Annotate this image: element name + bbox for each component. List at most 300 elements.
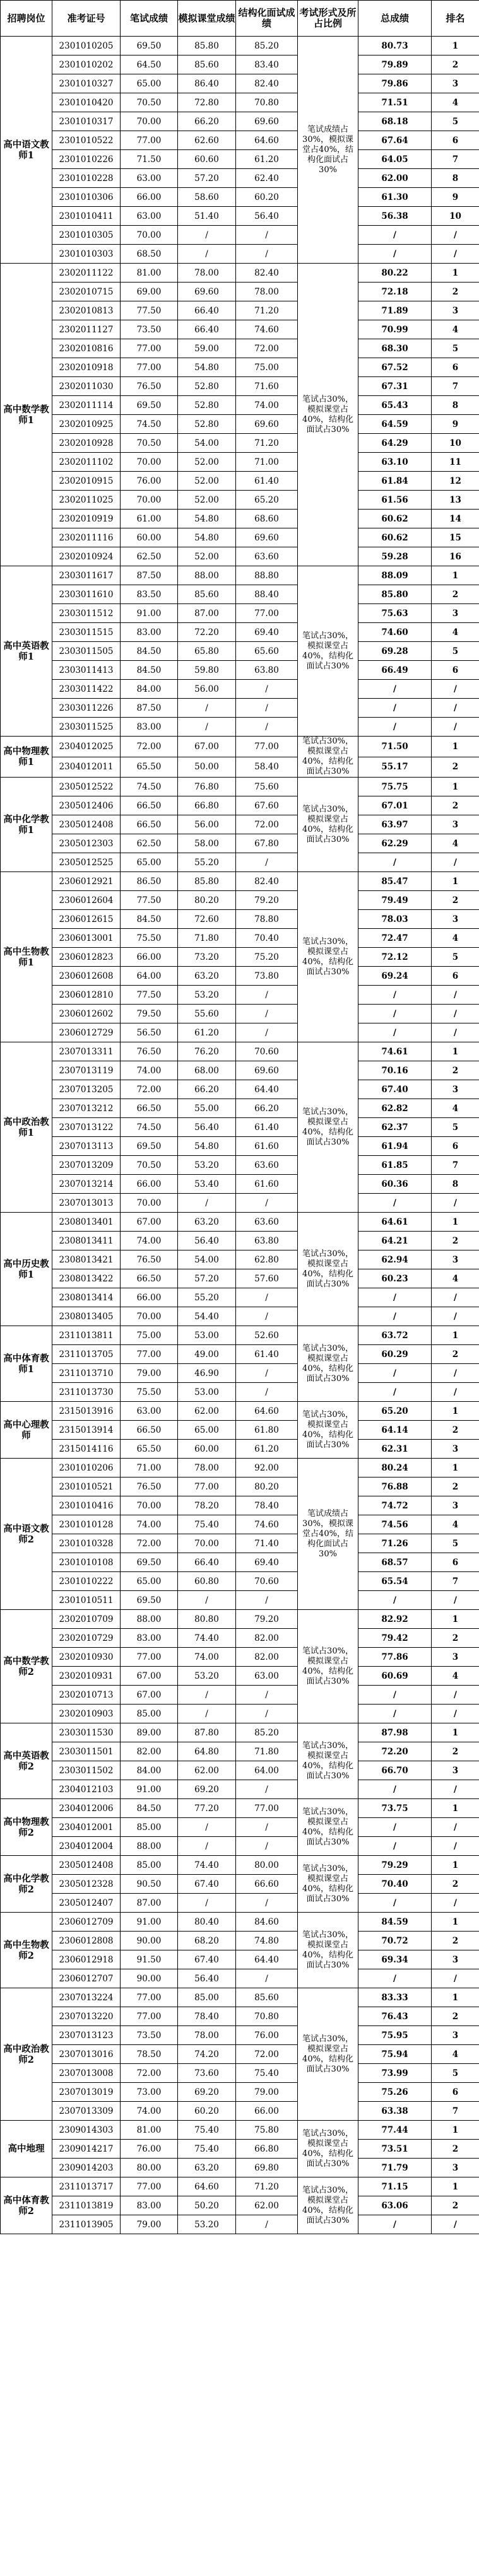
- written-score-cell: 79.50: [121, 1005, 178, 1023]
- table-row: [1, 1723, 479, 1742]
- interview-score-cell: 82.40: [236, 264, 298, 283]
- ticket-number-cell: 2307013214: [52, 1175, 121, 1194]
- written-score-cell: 77.00: [121, 358, 178, 377]
- written-score-cell: 79.00: [121, 1364, 178, 1383]
- interview-score-cell: 63.60: [236, 547, 298, 566]
- total-score-cell: 75.95: [358, 2026, 432, 2045]
- mock-class-score-cell: 67.40: [178, 1950, 236, 1969]
- table-row: [1, 150, 479, 169]
- written-score-cell: 90.00: [121, 1932, 178, 1950]
- mock-class-score-cell: 74.20: [178, 2045, 236, 2064]
- written-score-cell: 77.00: [121, 1345, 178, 1364]
- ticket-number-cell: 2307013309: [52, 2102, 121, 2121]
- mock-class-score-cell: 69.20: [178, 1780, 236, 1799]
- table-row: [1, 131, 479, 150]
- ticket-number-cell: 2306012707: [52, 1969, 121, 1988]
- table-row: [1, 1496, 479, 1515]
- interview-score-cell: 84.60: [236, 1913, 298, 1932]
- total-score-cell: /: [358, 1364, 432, 1383]
- ticket-number-cell: 2301010522: [52, 131, 121, 150]
- table-row: [1, 1175, 479, 1194]
- rank-cell: 7: [432, 1156, 479, 1175]
- mock-class-score-cell: 52.80: [178, 415, 236, 434]
- total-score-cell: 76.88: [358, 1477, 432, 1496]
- table-row: [1, 1118, 479, 1137]
- mock-class-score-cell: 62.60: [178, 131, 236, 150]
- mock-class-score-cell: /: [178, 699, 236, 718]
- interview-score-cell: 69.40: [236, 623, 298, 642]
- rank-cell: 2: [432, 1345, 479, 1364]
- interview-score-cell: 63.00: [236, 1667, 298, 1686]
- interview-score-cell: 69.60: [236, 528, 298, 547]
- interview-score-cell: /: [236, 986, 298, 1005]
- total-score-cell: 68.18: [358, 112, 432, 131]
- total-score-cell: 63.38: [358, 2102, 432, 2121]
- ticket-number-cell: 2311013717: [52, 2177, 121, 2196]
- rank-cell: 1: [432, 1402, 479, 1421]
- rank-cell: 2: [432, 1061, 479, 1080]
- exam-ratio-cell: 笔试占30%，模拟课堂占40%，结构化面试占30%: [298, 872, 358, 1042]
- total-score-cell: /: [358, 1705, 432, 1723]
- ticket-number-cell: 2305012525: [52, 853, 121, 872]
- interview-score-cell: /: [236, 699, 298, 718]
- rank-cell: 6: [432, 2083, 479, 2102]
- interview-score-cell: 70.60: [236, 1572, 298, 1591]
- interview-score-cell: 80.20: [236, 1477, 298, 1496]
- total-score-cell: /: [358, 1780, 432, 1799]
- interview-score-cell: /: [236, 2215, 298, 2234]
- interview-score-cell: 75.60: [236, 778, 298, 796]
- written-score-cell: 66.00: [121, 1288, 178, 1307]
- ticket-number-cell: 2302011030: [52, 377, 121, 396]
- ticket-number-cell: 2301010416: [52, 1496, 121, 1515]
- interview-score-cell: 72.00: [236, 339, 298, 358]
- mock-class-score-cell: 88.00: [178, 566, 236, 585]
- interview-score-cell: 57.60: [236, 1269, 298, 1288]
- rank-cell: 3: [432, 1080, 479, 1099]
- total-score-cell: 61.84: [358, 472, 432, 491]
- interview-score-cell: /: [236, 1307, 298, 1326]
- rank-cell: 1: [432, 2121, 479, 2140]
- rank-cell: 1: [432, 1988, 479, 2007]
- total-score-cell: 64.29: [358, 434, 432, 453]
- ticket-number-cell: 2307013013: [52, 1194, 121, 1213]
- interview-score-cell: 74.60: [236, 320, 298, 339]
- total-score-cell: /: [358, 680, 432, 699]
- written-score-cell: 65.00: [121, 853, 178, 872]
- table-row: [1, 1780, 479, 1799]
- position-cell: 高中化学教师2: [1, 1856, 52, 1913]
- table-row: [1, 1686, 479, 1705]
- mock-class-score-cell: 54.00: [178, 1250, 236, 1269]
- total-score-cell: 60.69: [358, 1667, 432, 1686]
- total-score-cell: 72.12: [358, 948, 432, 967]
- exam-ratio-cell: 笔试占30%，模拟课堂占40%，结构化面试占30%: [298, 2177, 358, 2234]
- table-row: [1, 1099, 479, 1118]
- mock-class-score-cell: 52.00: [178, 547, 236, 566]
- ticket-number-cell: 2308013401: [52, 1213, 121, 1232]
- total-score-cell: 80.22: [358, 264, 432, 283]
- written-score-cell: 76.50: [121, 1477, 178, 1496]
- rank-cell: 5: [432, 339, 479, 358]
- mock-class-score-cell: 72.60: [178, 910, 236, 929]
- total-score-cell: 56.38: [358, 207, 432, 226]
- table-row: [1, 2026, 479, 2045]
- mock-class-score-cell: 56.40: [178, 1232, 236, 1250]
- ticket-number-cell: 2302010813: [52, 301, 121, 320]
- ticket-number-cell: 2307013212: [52, 1099, 121, 1118]
- written-score-cell: 90.00: [121, 1969, 178, 1988]
- exam-ratio-cell: 笔试占30%，模拟课堂占40%，结构化面试占30%: [298, 1799, 358, 1856]
- interview-score-cell: 61.20: [236, 150, 298, 169]
- mock-class-score-cell: 75.40: [178, 1515, 236, 1534]
- written-score-cell: 83.00: [121, 2196, 178, 2215]
- interview-score-cell: /: [236, 1005, 298, 1023]
- table-row: [1, 815, 479, 834]
- ticket-number-cell: 2309014303: [52, 2121, 121, 2140]
- ticket-number-cell: 2301010108: [52, 1553, 121, 1572]
- written-score-cell: 84.50: [121, 642, 178, 661]
- rank-cell: 2: [432, 2196, 479, 2215]
- total-score-cell: 61.94: [358, 1137, 432, 1156]
- mock-class-score-cell: 60.20: [178, 2102, 236, 2121]
- interview-score-cell: /: [236, 1705, 298, 1723]
- rank-cell: 7: [432, 1572, 479, 1591]
- table-row: [1, 1440, 479, 1459]
- interview-score-cell: 71.20: [236, 2177, 298, 2196]
- total-score-cell: 70.72: [358, 1932, 432, 1950]
- interview-score-cell: 67.60: [236, 796, 298, 815]
- mock-class-score-cell: /: [178, 245, 236, 264]
- written-score-cell: 69.50: [121, 396, 178, 415]
- mock-class-score-cell: 65.00: [178, 1421, 236, 1440]
- ticket-number-cell: 2303011610: [52, 585, 121, 604]
- ticket-number-cell: 2306012823: [52, 948, 121, 967]
- mock-class-score-cell: 56.00: [178, 815, 236, 834]
- position-cell: 高中政治教师2: [1, 1988, 52, 2121]
- table-row: [1, 834, 479, 853]
- interview-score-cell: /: [236, 1837, 298, 1856]
- rank-cell: /: [432, 1705, 479, 1723]
- position-cell: 高中化学教师1: [1, 778, 52, 872]
- written-score-cell: 65.50: [121, 1440, 178, 1459]
- rank-cell: 3: [432, 910, 479, 929]
- mock-class-score-cell: 52.80: [178, 396, 236, 415]
- rank-cell: 3: [432, 1648, 479, 1667]
- written-score-cell: 74.50: [121, 1118, 178, 1137]
- mock-class-score-cell: 66.20: [178, 112, 236, 131]
- mock-class-score-cell: 80.80: [178, 1610, 236, 1629]
- interview-score-cell: 71.40: [236, 1534, 298, 1553]
- table-row: [1, 55, 479, 74]
- written-score-cell: 74.00: [121, 1515, 178, 1534]
- ticket-number-cell: 2311013811: [52, 1326, 121, 1345]
- total-score-cell: 64.14: [358, 1421, 432, 1440]
- mock-class-score-cell: 53.20: [178, 1667, 236, 1686]
- table-row: [1, 1213, 479, 1232]
- written-score-cell: 73.00: [121, 2083, 178, 2102]
- rank-cell: 3: [432, 1761, 479, 1780]
- total-score-cell: 71.89: [358, 301, 432, 320]
- mock-class-score-cell: 55.60: [178, 1005, 236, 1023]
- mock-class-score-cell: 55.00: [178, 1099, 236, 1118]
- rank-cell: 4: [432, 834, 479, 853]
- table-row: [1, 1969, 479, 1988]
- interview-score-cell: 75.40: [236, 2064, 298, 2083]
- written-score-cell: 73.50: [121, 2026, 178, 2045]
- written-score-cell: 84.00: [121, 680, 178, 699]
- written-score-cell: 88.00: [121, 1837, 178, 1856]
- rank-cell: 13: [432, 491, 479, 510]
- total-score-cell: /: [358, 1307, 432, 1326]
- total-score-cell: 64.59: [358, 415, 432, 434]
- rank-cell: 2: [432, 1421, 479, 1440]
- mock-class-score-cell: 54.80: [178, 358, 236, 377]
- position-cell: 高中政治教师1: [1, 1042, 52, 1213]
- mock-class-score-cell: 76.80: [178, 778, 236, 796]
- table-row: [1, 1080, 479, 1099]
- rank-cell: /: [432, 1818, 479, 1837]
- written-score-cell: 66.50: [121, 796, 178, 815]
- rank-cell: 1: [432, 778, 479, 796]
- mock-class-score-cell: 52.80: [178, 377, 236, 396]
- total-score-cell: 74.72: [358, 1496, 432, 1515]
- written-score-cell: 77.50: [121, 301, 178, 320]
- mock-class-score-cell: 75.40: [178, 2121, 236, 2140]
- rank-cell: 3: [432, 1496, 479, 1515]
- written-score-cell: 74.00: [121, 1061, 178, 1080]
- header-ticket-number: 准考证号: [52, 1, 121, 37]
- mock-class-score-cell: /: [178, 1818, 236, 1837]
- ticket-number-cell: 2302011116: [52, 528, 121, 547]
- written-score-cell: 60.00: [121, 528, 178, 547]
- exam-ratio-cell: 笔试占30%，模拟课堂占40%，结构化面试占30%: [298, 1326, 358, 1402]
- ticket-number-cell: 2315013914: [52, 1421, 121, 1440]
- written-score-cell: 83.00: [121, 718, 178, 737]
- ticket-number-cell: 2301010222: [52, 1572, 121, 1591]
- ticket-number-cell: 2302010915: [52, 472, 121, 491]
- written-score-cell: 77.00: [121, 2177, 178, 2196]
- table-row: [1, 1761, 479, 1780]
- mock-class-score-cell: 50.20: [178, 2196, 236, 2215]
- total-score-cell: 85.47: [358, 872, 432, 891]
- total-score-cell: 67.40: [358, 1080, 432, 1099]
- interview-score-cell: 64.60: [236, 131, 298, 150]
- rank-cell: 10: [432, 207, 479, 226]
- exam-ratio-cell: 笔试成绩占30%，模拟课堂占40%，结构化面试占30%: [298, 37, 358, 264]
- table-row: [1, 1988, 479, 2007]
- table-row: [1, 680, 479, 699]
- rank-cell: /: [432, 1837, 479, 1856]
- written-score-cell: 76.50: [121, 377, 178, 396]
- table-row: [1, 1307, 479, 1326]
- mock-class-score-cell: 78.00: [178, 1459, 236, 1477]
- rank-cell: /: [432, 1307, 479, 1326]
- interview-score-cell: 85.20: [236, 1723, 298, 1742]
- interview-score-cell: 74.80: [236, 1932, 298, 1950]
- table-row: [1, 1950, 479, 1969]
- written-score-cell: 91.00: [121, 604, 178, 623]
- total-score-cell: /: [358, 226, 432, 245]
- written-score-cell: 71.00: [121, 1459, 178, 1477]
- table-row: [1, 1194, 479, 1213]
- interview-score-cell: 64.40: [236, 1950, 298, 1969]
- table-row: [1, 2083, 479, 2102]
- interview-score-cell: 70.40: [236, 929, 298, 948]
- table-row: [1, 1856, 479, 1875]
- mock-class-score-cell: 77.20: [178, 1799, 236, 1818]
- mock-class-score-cell: 87.80: [178, 1723, 236, 1742]
- interview-score-cell: /: [236, 1686, 298, 1705]
- total-score-cell: 70.16: [358, 1061, 432, 1080]
- written-score-cell: 77.00: [121, 339, 178, 358]
- table-row: [1, 1137, 479, 1156]
- ticket-number-cell: 2306012608: [52, 967, 121, 986]
- mock-class-score-cell: 54.80: [178, 528, 236, 547]
- table-row: [1, 415, 479, 434]
- total-score-cell: 64.05: [358, 150, 432, 169]
- ticket-number-cell: 2305012408: [52, 815, 121, 834]
- rank-cell: 6: [432, 967, 479, 986]
- total-score-cell: 72.18: [358, 283, 432, 301]
- ticket-number-cell: 2301010328: [52, 1534, 121, 1553]
- rank-cell: 4: [432, 1515, 479, 1534]
- mock-class-score-cell: 85.60: [178, 585, 236, 604]
- written-score-cell: 70.00: [121, 1496, 178, 1515]
- mock-class-score-cell: 87.00: [178, 604, 236, 623]
- mock-class-score-cell: 61.20: [178, 1023, 236, 1042]
- mock-class-score-cell: 62.00: [178, 1402, 236, 1421]
- mock-class-score-cell: 58.00: [178, 834, 236, 853]
- total-score-cell: 67.31: [358, 377, 432, 396]
- position-cell: 高中心理教师: [1, 1402, 52, 1459]
- header-exam-ratio: 考试形式及所占比例: [298, 1, 358, 37]
- interview-score-cell: /: [236, 1383, 298, 1402]
- table-row: [1, 986, 479, 1005]
- ticket-number-cell: 2302010925: [52, 415, 121, 434]
- interview-score-cell: 69.80: [236, 2159, 298, 2177]
- table-row: [1, 339, 479, 358]
- written-score-cell: 81.00: [121, 264, 178, 283]
- table-row: [1, 1553, 479, 1572]
- table-row: [1, 320, 479, 339]
- table-row: [1, 112, 479, 131]
- exam-ratio-cell: 笔试占30%，模拟课堂占40%，结构化面试占30%: [298, 566, 358, 737]
- rank-cell: 4: [432, 1667, 479, 1686]
- interview-score-cell: 67.80: [236, 834, 298, 853]
- written-score-cell: 83.00: [121, 623, 178, 642]
- total-score-cell: 80.73: [358, 37, 432, 55]
- total-score-cell: 64.61: [358, 1213, 432, 1232]
- mock-class-score-cell: 57.20: [178, 1269, 236, 1288]
- total-score-cell: /: [358, 853, 432, 872]
- ticket-number-cell: 2306012921: [52, 872, 121, 891]
- mock-class-score-cell: /: [178, 1686, 236, 1705]
- total-score-cell: 71.50: [358, 737, 432, 757]
- rank-cell: 1: [432, 264, 479, 283]
- interview-score-cell: 63.60: [236, 1156, 298, 1175]
- ticket-number-cell: 2301010521: [52, 1477, 121, 1496]
- mock-class-score-cell: 50.00: [178, 757, 236, 778]
- position-cell: 高中英语教师2: [1, 1723, 52, 1799]
- table-row: [1, 169, 479, 188]
- total-score-cell: 67.52: [358, 358, 432, 377]
- written-score-cell: 86.50: [121, 872, 178, 891]
- table-row: [1, 1932, 479, 1950]
- mock-class-score-cell: 60.00: [178, 1440, 236, 1459]
- written-score-cell: 72.00: [121, 2064, 178, 2083]
- interview-score-cell: 69.60: [236, 415, 298, 434]
- mock-class-score-cell: 74.40: [178, 1629, 236, 1648]
- ticket-number-cell: 2303011617: [52, 566, 121, 585]
- interview-score-cell: 71.20: [236, 301, 298, 320]
- exam-ratio-cell: 笔试占30%，模拟课堂占40%，结构化面试占30%: [298, 2121, 358, 2177]
- written-score-cell: 69.50: [121, 1553, 178, 1572]
- table-row: [1, 245, 479, 264]
- total-score-cell: 79.49: [358, 891, 432, 910]
- total-score-cell: 62.00: [358, 169, 432, 188]
- mock-class-score-cell: 53.00: [178, 1326, 236, 1345]
- ticket-number-cell: 2301010327: [52, 74, 121, 93]
- written-score-cell: 77.50: [121, 986, 178, 1005]
- written-score-cell: 67.00: [121, 1667, 178, 1686]
- ticket-number-cell: 2302011025: [52, 491, 121, 510]
- position-cell: 高中语文教师1: [1, 37, 52, 264]
- mock-class-score-cell: 68.20: [178, 1932, 236, 1950]
- exam-ratio-cell: 笔试占30%，模拟课堂占40%，结构化面试占30%: [298, 1988, 358, 2121]
- table-row: [1, 472, 479, 491]
- written-score-cell: 85.00: [121, 1705, 178, 1723]
- total-score-cell: 77.44: [358, 2121, 432, 2140]
- interview-score-cell: 69.60: [236, 1061, 298, 1080]
- table-row: [1, 2102, 479, 2121]
- written-score-cell: 72.00: [121, 1080, 178, 1099]
- mock-class-score-cell: 85.80: [178, 872, 236, 891]
- interview-score-cell: /: [236, 1894, 298, 1913]
- written-score-cell: 76.00: [121, 472, 178, 491]
- position-cell: 高中物理教师2: [1, 1799, 52, 1856]
- mock-class-score-cell: 59.80: [178, 661, 236, 680]
- table-row: [1, 528, 479, 547]
- rank-cell: 6: [432, 131, 479, 150]
- interview-score-cell: 62.80: [236, 1250, 298, 1269]
- written-score-cell: 72.00: [121, 737, 178, 757]
- written-score-cell: 69.00: [121, 283, 178, 301]
- mock-class-score-cell: /: [178, 1591, 236, 1610]
- rank-cell: 7: [432, 2102, 479, 2121]
- total-score-cell: /: [358, 1686, 432, 1705]
- table-row: [1, 1610, 479, 1629]
- mock-class-score-cell: 53.20: [178, 2215, 236, 2234]
- ticket-number-cell: 2304012103: [52, 1780, 121, 1799]
- total-score-cell: 69.24: [358, 967, 432, 986]
- total-score-cell: 62.31: [358, 1440, 432, 1459]
- rank-cell: 2: [432, 1477, 479, 1496]
- written-score-cell: 85.00: [121, 1818, 178, 1837]
- rank-cell: 1: [432, 2177, 479, 2196]
- written-score-cell: 67.00: [121, 1213, 178, 1232]
- written-score-cell: 62.50: [121, 834, 178, 853]
- total-score-cell: /: [358, 1894, 432, 1913]
- rank-cell: 6: [432, 661, 479, 680]
- total-score-cell: 73.75: [358, 1799, 432, 1818]
- interview-score-cell: 71.20: [236, 434, 298, 453]
- rank-cell: 5: [432, 948, 479, 967]
- ticket-number-cell: 2303011502: [52, 1761, 121, 1780]
- exam-ratio-cell: 笔试占30%，模拟课堂占40%，结构化面试占30%: [298, 737, 358, 778]
- table-row: [1, 2196, 479, 2215]
- mock-class-score-cell: 72.80: [178, 93, 236, 112]
